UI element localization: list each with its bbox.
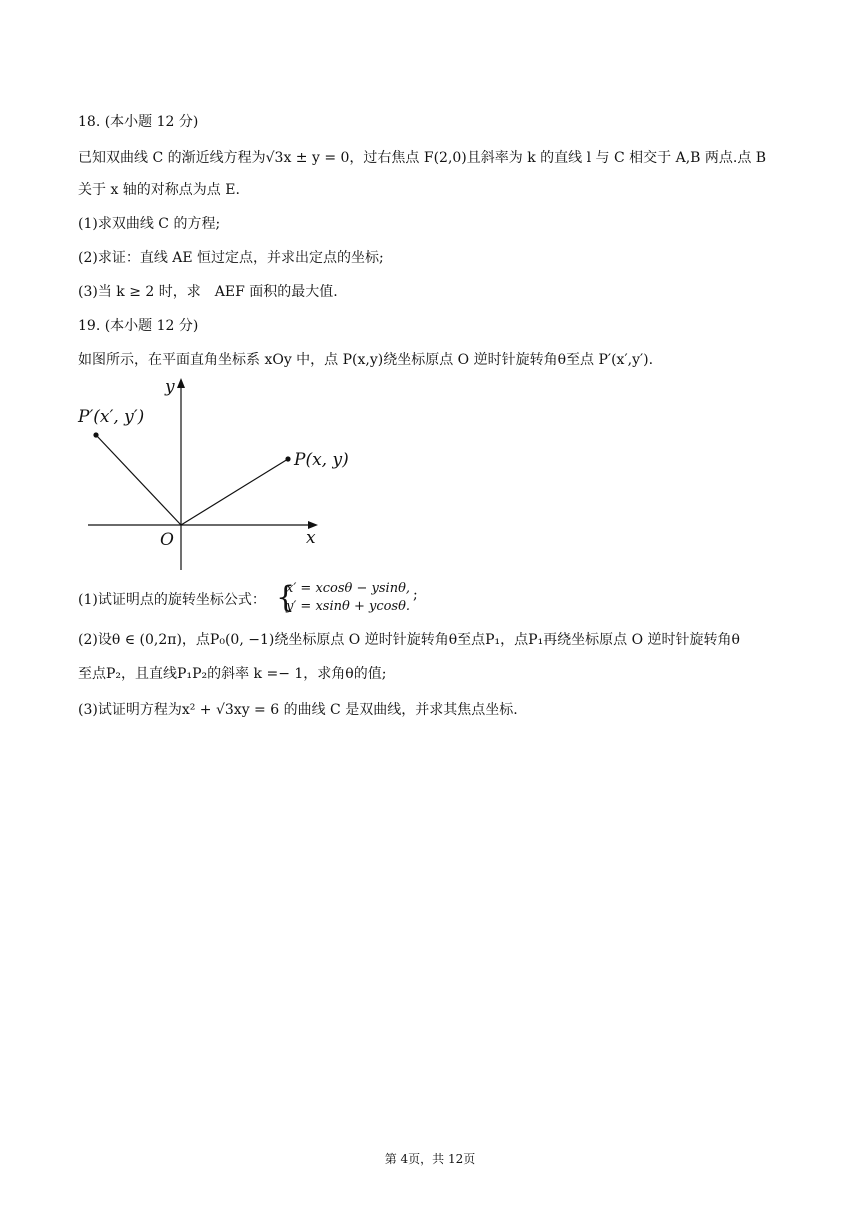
y-axis-label: y bbox=[165, 377, 175, 397]
q19-part1 bbox=[78, 590, 266, 610]
x-axis-label: x bbox=[306, 528, 316, 548]
rotation-figure bbox=[74, 370, 354, 575]
formula-suffix: ; bbox=[413, 587, 418, 603]
ray-opprime bbox=[96, 435, 181, 525]
formula-line2: y′ = xsinθ + ycosθ. bbox=[286, 599, 411, 614]
point-p bbox=[285, 456, 290, 461]
q19-header: 19. (本小题 12 分) bbox=[78, 318, 199, 334]
q18-part3: (3)当 k ≥ 2 时，求 AEF 面积的最大值. bbox=[78, 284, 338, 300]
q19-part2-line1: (2)设θ ∈ (0,2π)，点P₀(0, −1)绕坐标原点 O 逆时针旋转角θ至点P₁，点P₁再绕坐标原点 O 逆时针旋转角θ bbox=[78, 632, 740, 648]
q18-part1: (1)求双曲线 C 的方程; bbox=[78, 216, 221, 232]
q19-part2-line2: 至点P₂，且直线P₁P₂的斜率 k =− 1，求角θ的值; bbox=[78, 666, 387, 682]
ray-op bbox=[181, 459, 288, 525]
q18-stem-line2: 关于 x 轴的对称点为点 E. bbox=[78, 182, 240, 198]
q18-part2: (2)求证：直线 AE 恒过定点，并求出定点的坐标; bbox=[78, 250, 384, 266]
q19-part1-prefix: (1)试证明点的旋转坐标公式： bbox=[78, 592, 266, 608]
q19-stem: 如图所示，在平面直角坐标系 xOy 中，点 P(x,y)绕坐标原点 O 逆时针旋转角θ至点 P′(x′,y′). bbox=[78, 352, 654, 368]
q19-part3: (3)试证明方程为x² + √3xy = 6 的曲线 C 是双曲线，并求其焦点坐标. bbox=[78, 702, 518, 718]
rotation-formula bbox=[276, 581, 476, 621]
formula-brace: { bbox=[276, 580, 296, 615]
y-axis-arrow bbox=[177, 378, 185, 388]
p-label: P(x, y) bbox=[294, 450, 349, 470]
point-pprime bbox=[93, 432, 98, 437]
origin-label: O bbox=[160, 530, 174, 550]
q18-header: 18. (本小题 12 分) bbox=[78, 114, 199, 130]
pprime-label: P′(x′, y′) bbox=[78, 407, 145, 427]
q18-stem-line1: 已知双曲线 C 的渐近线方程为√3x ± y = 0，过右焦点 F(2,0)且斜率为 k 的直线 l 与 C 相交于 A,B 两点.点 B bbox=[78, 150, 767, 166]
formula-line1: x′ = xcosθ − ysinθ, bbox=[286, 581, 411, 596]
page-footer: 第 4页，共 12页 bbox=[384, 1152, 476, 1166]
